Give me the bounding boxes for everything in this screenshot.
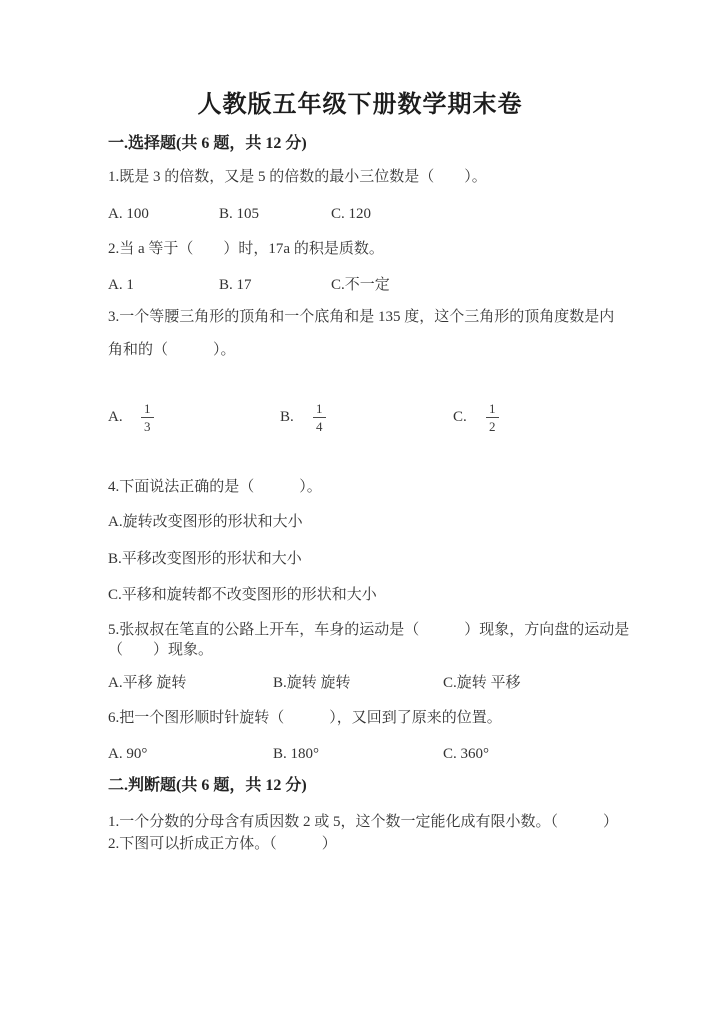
- question-5-text-line-2: （ ）现象。: [108, 642, 214, 658]
- question-1-option-c: C. 120: [331, 206, 372, 222]
- question-4-text: 4.下面说法正确的是（ ）。: [108, 479, 322, 495]
- question-5-option-b: B.旋转 旋转: [273, 675, 351, 691]
- question-2-option-b: B. 17: [219, 277, 252, 293]
- question-2-options: [0, 277, 720, 295]
- question-1-text: 1.既是 3 的倍数，又是 5 的倍数的最小三位数是（ ）。: [108, 169, 487, 185]
- question-3-option-c-label: C.: [453, 409, 467, 425]
- fraction-numerator: 1: [144, 401, 151, 416]
- question-4-option-a: A.旋转改变图形的形状和大小: [108, 514, 303, 530]
- question-1-option-a: A. 100: [108, 206, 149, 222]
- question-3-option-c-fraction: [486, 402, 499, 433]
- question-3-text-line-2: 角和的（ ）。: [108, 342, 236, 358]
- question-3-option-a-fraction: [141, 402, 154, 433]
- section-1-heading: 一.选择题(共 6 题，共 12 分): [108, 135, 307, 152]
- question-5-option-a: A.平移 旋转: [108, 675, 187, 691]
- question-5-options: [0, 675, 720, 693]
- fraction-denominator: 2: [486, 417, 499, 433]
- fraction-numerator: 1: [489, 401, 496, 416]
- fraction-numerator: 1: [316, 401, 323, 416]
- judgment-item-1: 1.一个分数的分母含有质因数 2 或 5，这个数一定能化成有限小数。（ ）: [108, 814, 619, 830]
- question-3-text-line-1: 3.一个等腰三角形的顶角和一个底角和是 135 度，这个三角形的顶角度数是内: [108, 309, 615, 325]
- question-6-option-b: B. 180°: [273, 746, 320, 762]
- question-6-option-c: C. 360°: [443, 746, 490, 762]
- section-2-heading: 二.判断题(共 6 题，共 12 分): [108, 777, 307, 794]
- question-4-option-b: B.平移改变图形的形状和大小: [108, 551, 302, 567]
- question-6-options: [0, 746, 720, 764]
- question-2-option-c: C.不一定: [331, 277, 390, 293]
- question-5-option-c: C.旋转 平移: [443, 675, 521, 691]
- question-1-option-b: B. 105: [219, 206, 260, 222]
- fraction-denominator: 4: [313, 417, 326, 433]
- question-2-text: 2.当 a 等于（ ）时，17a 的积是质数。: [108, 241, 384, 257]
- question-3-option-a-label: A.: [108, 409, 123, 425]
- question-6-option-a: A. 90°: [108, 746, 148, 762]
- exam-title: 人教版五年级下册数学期末卷: [197, 92, 523, 118]
- question-4-option-c: C.平移和旋转都不改变图形的形状和大小: [108, 587, 377, 603]
- question-5-text-line-1: 5.张叔叔在笔直的公路上开车，车身的运动是（ ）现象，方向盘的运动是: [108, 622, 630, 638]
- question-3-options: [0, 402, 720, 438]
- judgment-item-2: 2.下图可以折成正方体。（ ）: [108, 836, 337, 852]
- question-1-options: [0, 206, 720, 224]
- question-3-option-b-label: B.: [280, 409, 294, 425]
- question-3-option-b-fraction: [313, 402, 326, 433]
- question-2-option-a: A. 1: [108, 277, 134, 293]
- fraction-denominator: 3: [141, 417, 154, 433]
- question-6-text: 6.把一个图形顺时针旋转（ ），又回到了原来的位置。: [108, 710, 502, 726]
